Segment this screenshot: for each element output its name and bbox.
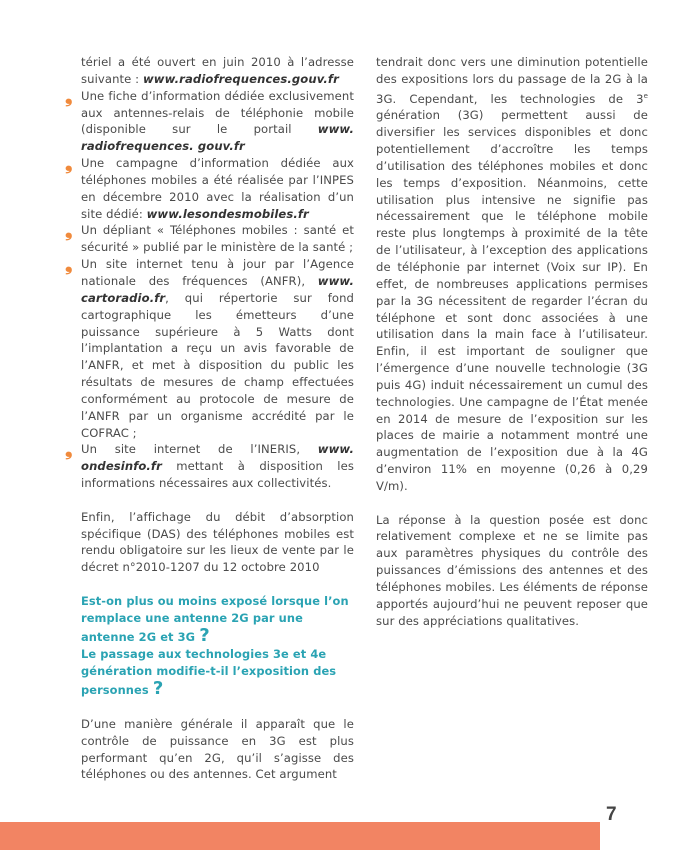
list-link[interactable]: www.lesondesmobiles.fr <box>146 206 309 221</box>
bullet-comma-icon: ❟ <box>65 152 73 175</box>
right-column <box>376 54 648 630</box>
list-item: ❟ Un site internet tenu à jour par l’Agence nationale des fréquences (ANFR), www. cartoradio.fr, qui répertorie sur fond cartographique les émetteurs d’une puissance supérieure à 5 Watts dont l’implantation a reçu un avis favorable de l’ANFR, et met à disposition du public les résultats de mesures de champ effectuées conformément au protocole de mesure de l’ANFR par un organisme accrédité par le COFRAC ; <box>65 253 354 440</box>
question-mark-icon: ? <box>199 625 210 646</box>
list-item: ❟ Une campagne d’information dédiée aux téléphones mobiles a été réalisée par l’INPES en décembre 2010 avec la réalisation d’un site dédié: www.lesondesmobiles.fr <box>65 152 354 221</box>
answer-paragraph-start: D’une manière générale il apparaît que le contrôle de puissance en 3G est plus performant qu’en 2G, qu’il s’agisse des téléphones ou des antennes. Cet argument <box>81 716 354 782</box>
intro-continuation: tériel a été ouvert en juin 2010 à l’adresse suivante : www.radiofrequences.gouv.fr <box>81 55 354 86</box>
list-item: ❟ Un site internet de l’INERIS, www. ondesinfo.fr mettant à disposition les informations nécessaires aux collectivités. <box>65 438 354 491</box>
question-heading-2: Le passage aux technologies 3e et 4e génération modifie-t-il l’exposition des personnes ? <box>81 647 337 699</box>
left-column <box>65 54 354 783</box>
bullet-comma-icon: ❟ <box>65 438 73 461</box>
page-number: 7 <box>606 804 617 825</box>
question-mark-icon: ? <box>152 678 164 699</box>
list-item: ❟ Une fiche d’information dédiée exclusivement aux antennes-relais de téléphonie mobile (disponible sur le portail www. radiofrequences. gouv.fr <box>65 84 354 154</box>
bullet-comma-icon: ❟ <box>65 253 73 276</box>
radiofrequences-link[interactable]: www.radiofrequences.gouv.fr <box>142 71 339 86</box>
bullet-comma-icon: ❟ <box>65 84 73 107</box>
conclusion-paragraph: La réponse à la question posée est donc relativement complexe et ne se limite pas aux paramètres physiques du contrôle des puissances d’émissions des antennes et des téléphones mobiles. Les éléments de réponse apportés aujourd’hui ne peuvent reposer que sur des appréciations qualitatives. <box>376 512 648 628</box>
answer-paragraph-continued: tendrait donc vers une diminution potentielle des expositions lors du passage de la 2G à la 3G. Cependant, les technologies de 3e génération (3G) permettent aussi de diversifier les services disponibles et donc potentiellement d’accroître les temps d’utilisation des téléphones mobiles et donc les temps d’exposition. Néanmoins, cette utilisation plus intensive ne signifie pas nécessairement que le téléphone mobile reste plus longtemps à proximité de la tête de l’utilisateur, à l’exception des applications de téléphonie par internet (Voix sur IP). En effet, de nombreuses applications permises par la 3G nécessitent de regarder l’écran du téléphone et sont donc associées à une utilisation dans la main face à l’utilisateur. Enfin, il est important de souligner que l’émergence d’une nouvelle technologie (3G puis 4G) induit nécessairement un cumul des technologies. Une campagne de l’État menée en 2014 de mesure de l’exposition sur les places de mairie a notamment montré une augmentation de l’exposition due à la 4G d’environ 11% en moyenne (0,26 à 0,29 V/m). <box>376 55 648 493</box>
list-link[interactable]: www. cartoradio.fr <box>81 273 354 305</box>
das-paragraph: Enfin, l’affichage du débit d’absorption spécifique (DAS) des téléphones mobiles est rendu obligatoire sur les lieux de vente par le décret n°2010-1207 du 12 octobre 2010 <box>81 509 354 575</box>
footer-bar <box>0 822 600 850</box>
list-item: ❟ Un dépliant « Téléphones mobiles : santé et sécurité » publié par le ministère de la santé ; <box>65 219 354 255</box>
bullet-list <box>65 84 354 492</box>
bullet-comma-icon: ❟ <box>65 219 73 242</box>
question-heading-1: Est-on plus ou moins exposé lorsque l’on remplace une antenne 2G par une antenne 2G et 3G ? <box>81 594 349 646</box>
list-link[interactable]: www. radiofrequences. gouv.fr <box>81 122 354 154</box>
list-link[interactable]: www. ondesinfo.fr <box>81 442 354 474</box>
